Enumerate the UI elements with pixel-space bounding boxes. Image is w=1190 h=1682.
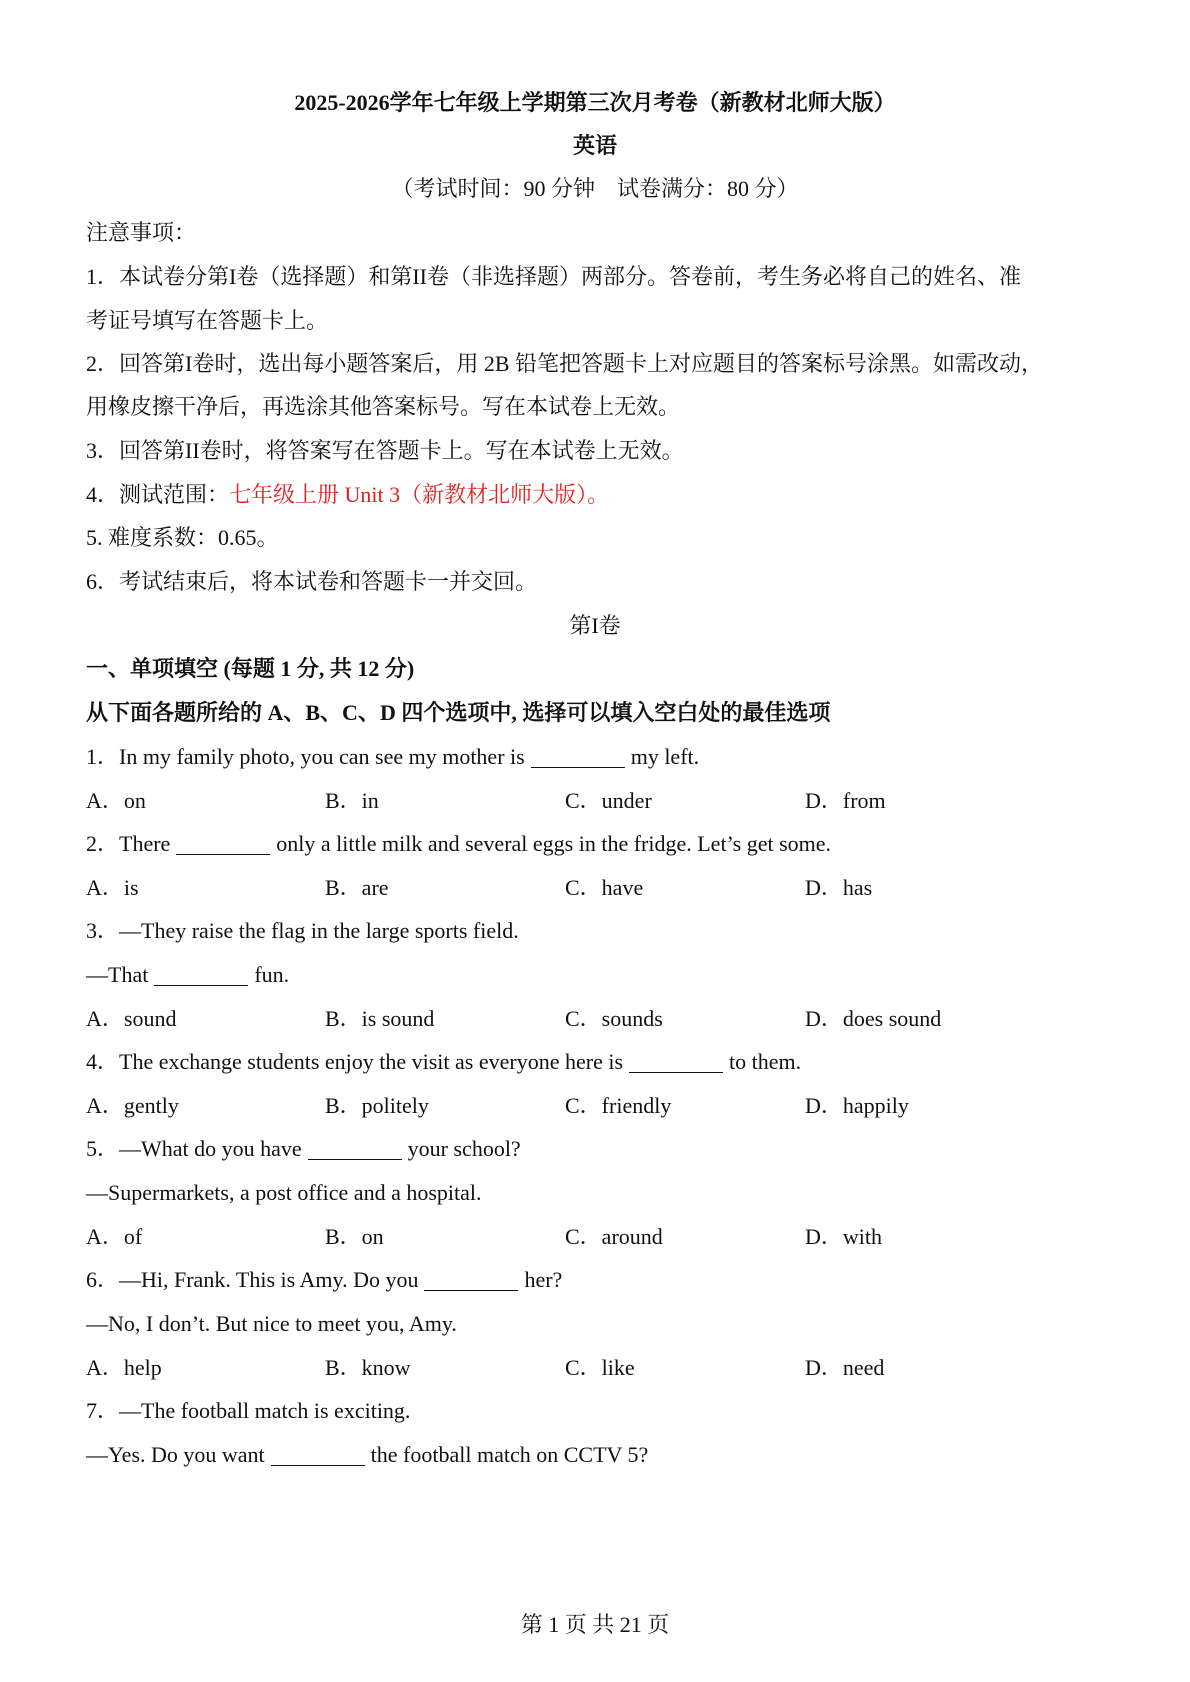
notes-heading: 注意事项：: [86, 220, 197, 245]
q3-option-b: B．is sound: [325, 1006, 435, 1031]
q5-option-a: A．of: [86, 1224, 143, 1249]
q3-option-a: A．sound: [86, 1006, 177, 1031]
question-7-line-2: [86, 1440, 648, 1470]
q2-option-a: A．is: [86, 875, 139, 900]
q5-option-d: D．with: [805, 1224, 883, 1249]
question-6-line-2: —No, I don’t. But nice to meet you, Amy.: [86, 1311, 457, 1336]
answer-blank: [308, 1139, 402, 1160]
q4-option-a: A．gently: [86, 1093, 179, 1118]
question-7-line-1: 7．—The football match is exciting.: [86, 1398, 411, 1423]
question-2-text: 2．There: [86, 831, 171, 856]
answer-blank: [176, 834, 270, 855]
question-3-line-2: [86, 960, 289, 990]
question-2-text-end: only a little milk and several eggs in the fridge. Let’s get some.: [276, 831, 832, 856]
answer-blank: [424, 1270, 518, 1291]
note-3: 3．回答第II卷时，将答案写在答题卡上。写在本试卷上无效。: [86, 438, 684, 463]
q1-option-a: A．on: [86, 788, 146, 813]
question-7-text: —Yes. Do you want: [86, 1442, 265, 1467]
subject-title: 英语: [572, 133, 617, 158]
answer-blank: [531, 747, 625, 768]
q6-option-d: D．need: [805, 1355, 885, 1380]
question-3-line-1: 3．—They raise the flag in the large sports field.: [86, 918, 519, 943]
q6-option-c: C．like: [565, 1355, 635, 1380]
question-3-text-end: fun.: [254, 962, 290, 987]
note-1-line-1: 1．本试卷分第I卷（选择题）和第II卷（非选择题）两部分。答卷前，考生务必将自己的姓名、准: [86, 264, 1021, 289]
question-4-text-end: to them.: [729, 1049, 802, 1074]
q4-option-b: B．politely: [325, 1093, 429, 1118]
question-1-text-end: my left.: [630, 744, 700, 769]
q4-option-d: D．happily: [805, 1093, 909, 1118]
note-2-line-1: 2．回答第I卷时，选出每小题答案后，用 2B 铅笔把答题卡上对应题目的答案标号涂黑。如需改动，: [86, 351, 1044, 376]
question-5-text-end: your school?: [407, 1136, 521, 1161]
note-4: [86, 480, 609, 510]
q1-option-c: C．under: [565, 788, 652, 813]
answer-blank: [629, 1052, 723, 1073]
question-5-text: 5．—What do you have: [86, 1136, 302, 1161]
question-4: [86, 1047, 801, 1077]
q6-option-a: A．help: [86, 1355, 162, 1380]
answer-blank: [154, 965, 248, 986]
question-1: [86, 742, 699, 772]
page-footer: 第 1 页 共 21 页: [520, 1612, 670, 1637]
q5-option-b: B．on: [325, 1224, 384, 1249]
q3-option-c: C．sounds: [565, 1006, 663, 1031]
part-title: 一、单项填空 (每题 1 分, 共 12 分): [86, 656, 415, 681]
note-1-line-2: 考证号填写在答题卡上。: [86, 308, 329, 333]
note-5: 5. 难度系数：0.65。: [86, 525, 279, 550]
q2-option-c: C．have: [565, 875, 644, 900]
q1-option-d: D．from: [805, 788, 886, 813]
exam-info: （考试时间：90 分钟 试卷满分：80 分）: [391, 176, 799, 201]
note-2-line-2: 用橡皮擦干净后，再选涂其他答案标号。写在本试卷上无效。: [86, 394, 681, 419]
question-6-text-end: her?: [524, 1267, 563, 1292]
question-3-text: —That: [86, 962, 149, 987]
answer-blank: [271, 1445, 365, 1466]
question-1-text: 1．In my family photo, you can see my mother is: [86, 744, 525, 769]
note-6: 6．考试结束后，将本试卷和答题卡一并交回。: [86, 569, 538, 594]
question-2: [86, 829, 831, 859]
question-5-line-2: —Supermarkets, a post office and a hospital.: [86, 1180, 482, 1205]
q4-option-c: C．friendly: [565, 1093, 672, 1118]
q1-option-b: B．in: [325, 788, 379, 813]
q3-option-d: D．does sound: [805, 1006, 942, 1031]
volume-title: 第I卷: [569, 613, 621, 638]
note-4-prefix: 4．测试范围：: [86, 482, 230, 507]
question-7-text-end: the football match on CCTV 5?: [370, 1442, 649, 1467]
question-4-text: 4．The exchange students enjoy the visit as everyone here is: [86, 1049, 624, 1074]
question-5: [86, 1134, 521, 1164]
q6-option-b: B．know: [325, 1355, 411, 1380]
q2-option-b: B．are: [325, 875, 389, 900]
question-6-text: 6．—Hi, Frank. This is Amy. Do you: [86, 1267, 419, 1292]
test-scope: 七年级上册 Unit 3（新教材北师大版）。: [229, 482, 610, 507]
part-instruction: 从下面各题所给的 A、B、C、D 四个选项中, 选择可以填入空白处的最佳选项: [86, 700, 831, 725]
exam-title: 2025-2026学年七年级上学期第三次月考卷（新教材北师大版）: [294, 90, 896, 115]
q2-option-d: D．has: [805, 875, 873, 900]
question-6: [86, 1265, 562, 1295]
q5-option-c: C．around: [565, 1224, 663, 1249]
